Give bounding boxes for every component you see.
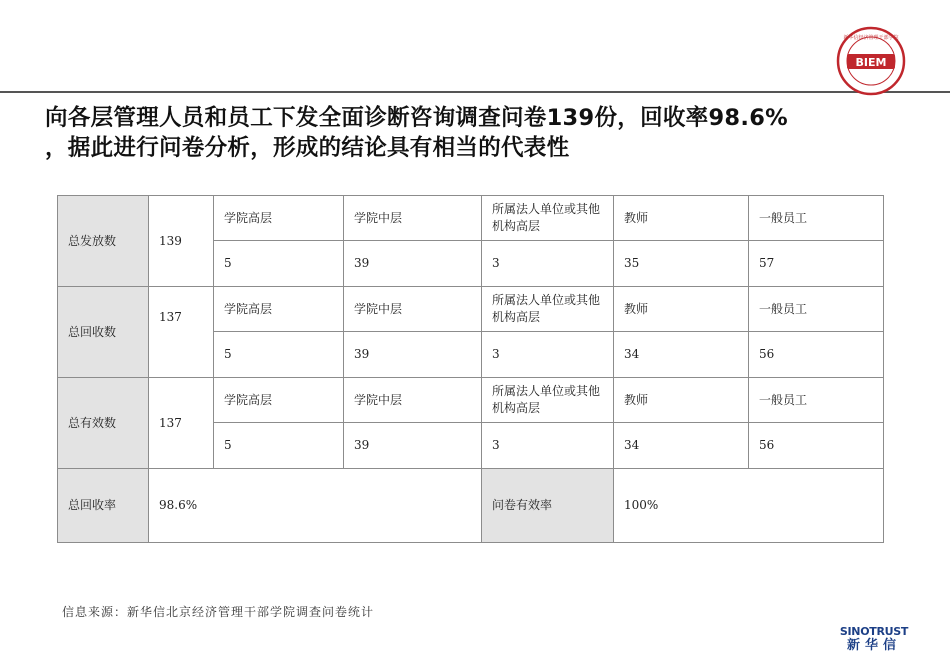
source-note: 信息来源：新华信北京经济管理干部学院调查问卷统计 — [62, 605, 375, 619]
category-cell: 所属法人单位或其他机构高层 — [482, 196, 614, 241]
category-cell: 教师 — [614, 196, 749, 241]
category-cell: 一般员工 — [749, 378, 884, 423]
title-line-2: ，据此进行问卷分析，形成的结论具有相当的代表性 — [45, 135, 570, 161]
value-cell: 39 — [344, 332, 482, 378]
category-cell: 学院中层 — [344, 196, 482, 241]
valid-rate-label: 问卷有效率 — [482, 469, 614, 543]
value-cell: 56 — [749, 423, 884, 469]
category-cell: 所属法人单位或其他机构高层 — [482, 287, 614, 332]
category-cell: 学院高层 — [214, 196, 344, 241]
value-cell: 56 — [749, 332, 884, 378]
value-cell: 3 — [482, 241, 614, 287]
row-label-distributed: 总发放数 — [58, 196, 149, 287]
header-rule — [0, 91, 950, 93]
total-valid: 137 — [149, 378, 214, 469]
survey-table — [57, 195, 884, 543]
table-row — [58, 287, 884, 332]
value-cell: 34 — [614, 332, 749, 378]
valid-rate-value: 100% — [614, 469, 884, 543]
category-cell: 学院高层 — [214, 378, 344, 423]
recovery-rate-label: 总回收率 — [58, 469, 149, 543]
value-cell: 57 — [749, 241, 884, 287]
value-cell: 5 — [214, 332, 344, 378]
logo-text: BIEM — [855, 56, 887, 69]
table-row — [58, 378, 884, 423]
logo-ring-text: 新华信经济管理干部学院 — [843, 35, 899, 41]
summary-row — [58, 469, 884, 543]
page-title — [45, 103, 925, 163]
category-cell: 所属法人单位或其他机构高层 — [482, 378, 614, 423]
sinotrust-logo — [838, 625, 910, 653]
row-label-valid: 总有效数 — [58, 378, 149, 469]
category-cell: 学院中层 — [344, 378, 482, 423]
category-cell: 学院高层 — [214, 287, 344, 332]
value-cell: 34 — [614, 423, 749, 469]
value-cell: 5 — [214, 241, 344, 287]
category-cell: 一般员工 — [749, 287, 884, 332]
value-cell: 3 — [482, 332, 614, 378]
total-distributed: 139 — [149, 196, 214, 287]
recovery-rate-value: 98.6% — [149, 469, 482, 543]
category-cell: 教师 — [614, 287, 749, 332]
category-cell: 学院中层 — [344, 287, 482, 332]
table-row — [58, 196, 884, 241]
value-cell: 35 — [614, 241, 749, 287]
brand-cn: 新华信 — [846, 638, 901, 653]
category-cell: 教师 — [614, 378, 749, 423]
value-cell: 5 — [214, 423, 344, 469]
row-label-recovered: 总回收数 — [58, 287, 149, 378]
category-cell: 一般员工 — [749, 196, 884, 241]
biem-logo — [836, 26, 906, 96]
value-cell: 39 — [344, 241, 482, 287]
value-cell: 3 — [482, 423, 614, 469]
value-cell: 39 — [344, 423, 482, 469]
title-line-1: 向各层管理人员和员工下发全面诊断咨询调查问卷139份，回收率98.6% — [45, 105, 789, 131]
total-recovered: 137 — [149, 287, 214, 378]
brand-en: SINOTRUST — [839, 625, 909, 638]
